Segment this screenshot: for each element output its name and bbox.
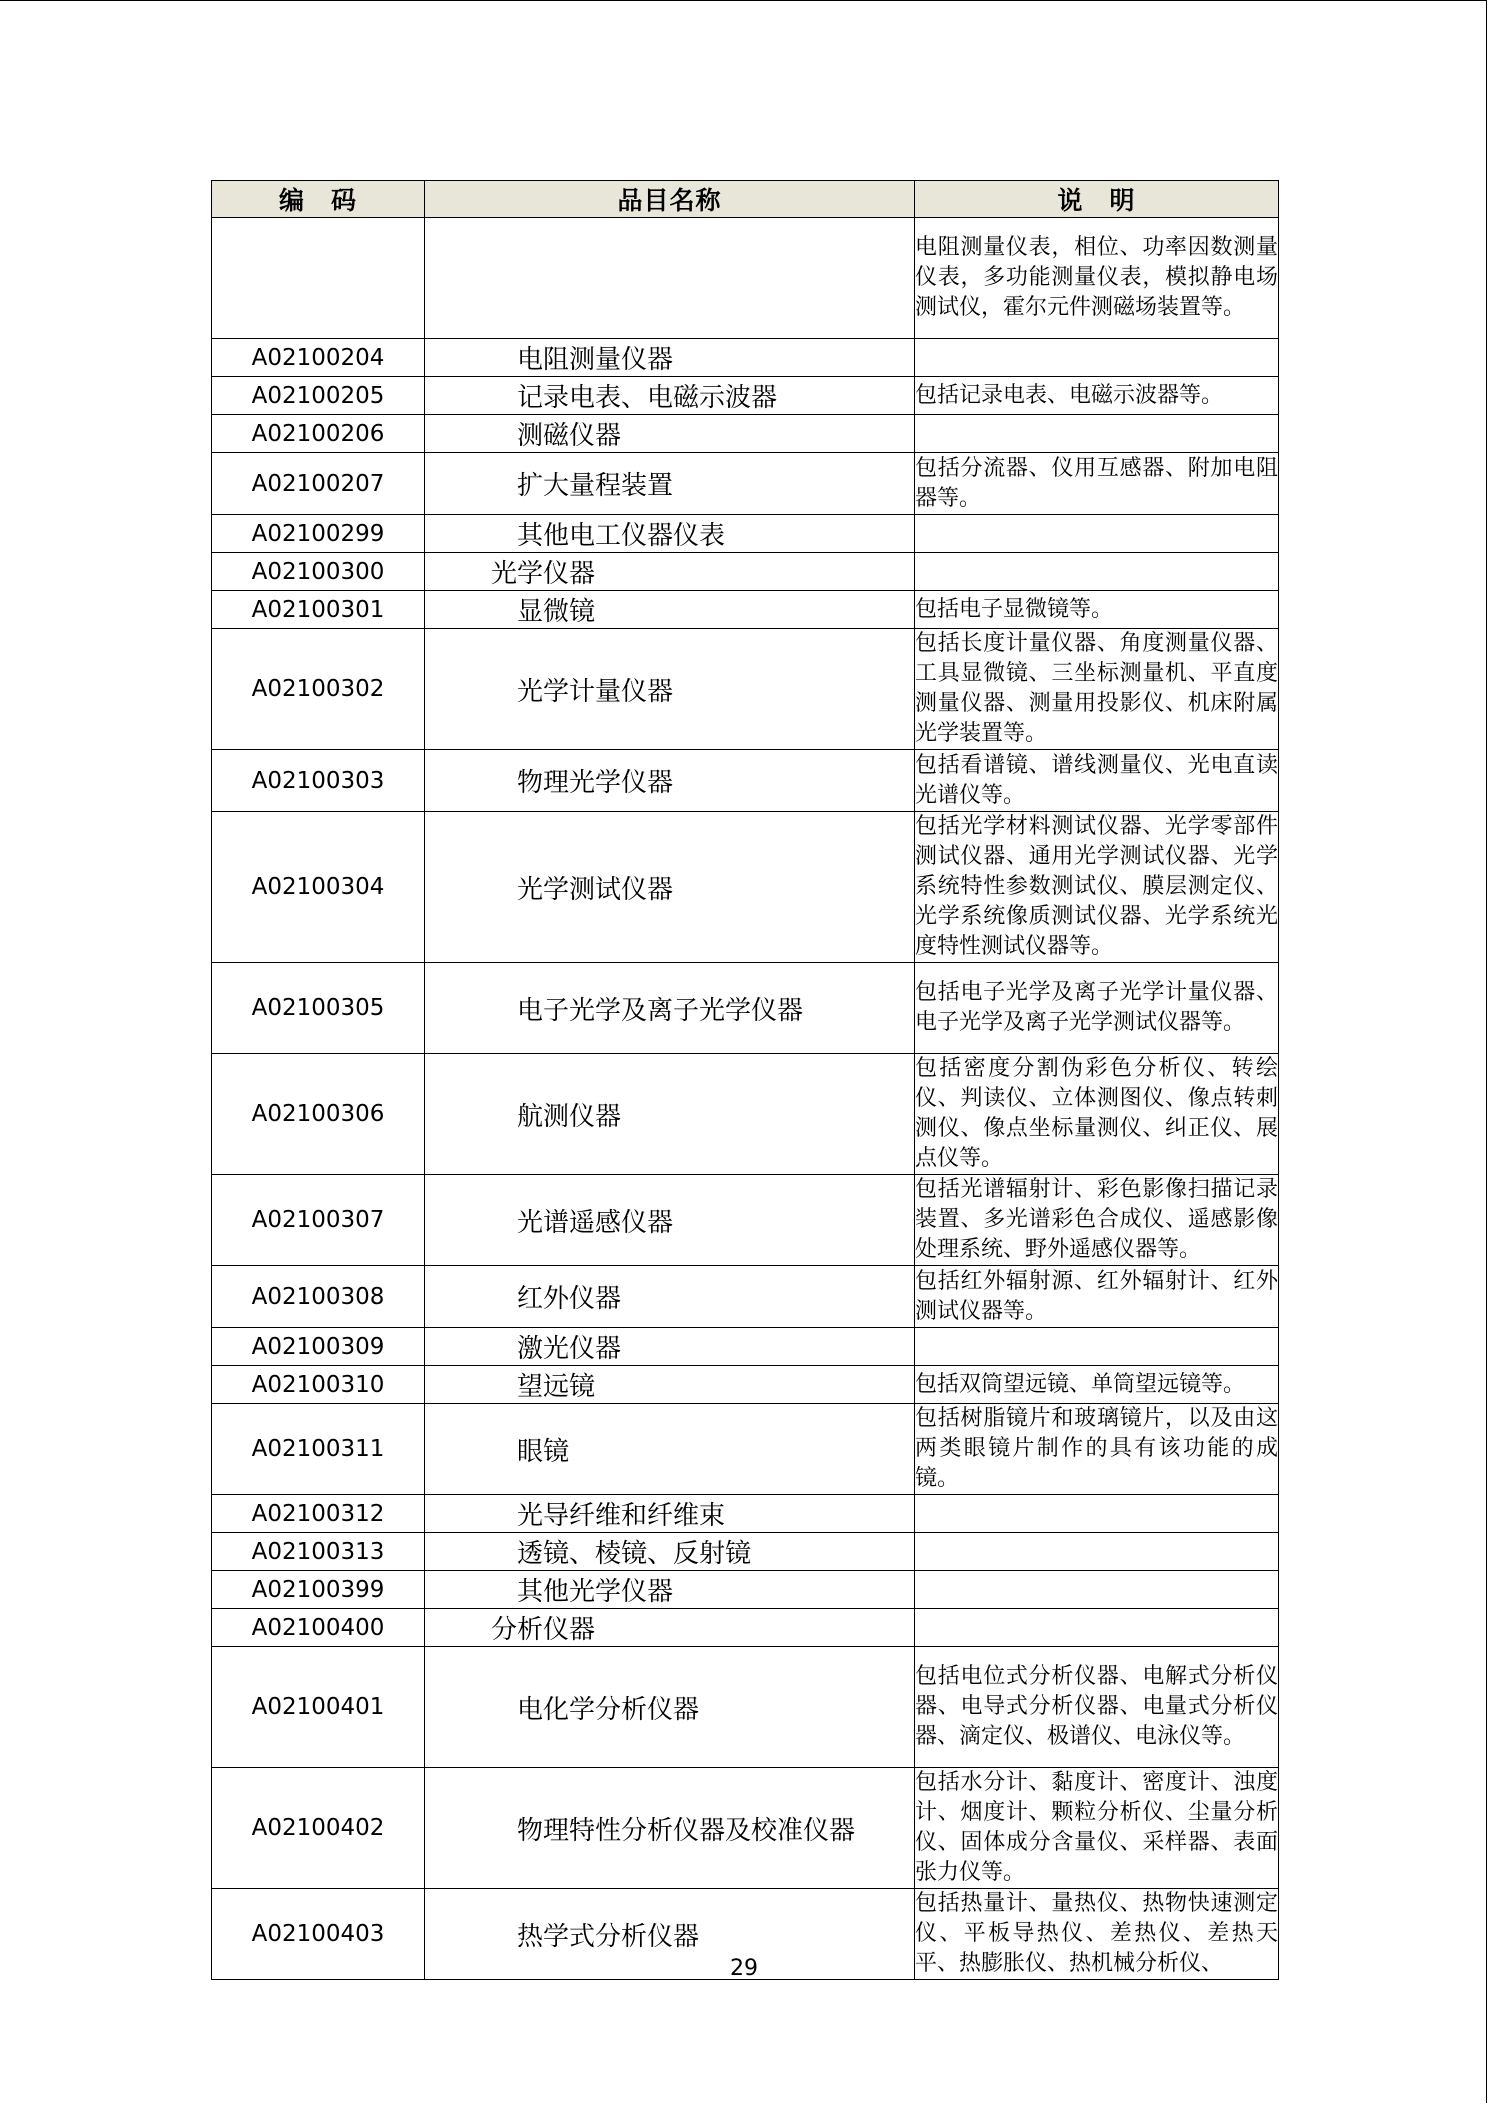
cell-code: [212, 218, 425, 339]
cell-code: A02100207: [212, 453, 425, 515]
table-row: [212, 1647, 1279, 1768]
cell-name: 红外仪器: [425, 1266, 915, 1328]
table-row: [212, 515, 1279, 553]
cell-desc: 包括水分计、黏度计、密度计、浊度计、烟度计、颗粒分析仪、尘量分析仪、固体成分含量仪、采样器、表面张力仪等。: [915, 1768, 1279, 1889]
cell-name: 航测仪器: [425, 1054, 915, 1175]
cell-name: 其他光学仪器: [425, 1571, 915, 1609]
table-row: [212, 1175, 1279, 1266]
cell-name: 光谱遥感仪器: [425, 1175, 915, 1266]
table-row: [212, 1328, 1279, 1366]
catalog-table: [211, 180, 1279, 1980]
cell-code: A02100300: [212, 553, 425, 591]
header-code: 编 码: [212, 181, 425, 218]
cell-desc: 包括电子光学及离子光学计量仪器、电子光学及离子光学测试仪器等。: [915, 963, 1279, 1054]
cell-desc: 包括红外辐射源、红外辐射计、红外测试仪器等。: [915, 1266, 1279, 1328]
cell-code: A02100313: [212, 1533, 425, 1571]
header-name: 品目名称: [425, 181, 915, 218]
cell-code: A02100399: [212, 1571, 425, 1609]
cell-name: 透镜、棱镜、反射镜: [425, 1533, 915, 1571]
cell-desc: [915, 1495, 1279, 1533]
cell-desc: 包括光谱辐射计、彩色影像扫描记录装置、多光谱彩色合成仪、遥感影像处理系统、野外遥感仪器等。: [915, 1175, 1279, 1266]
cell-desc: 包括密度分割伪彩色分析仪、转绘仪、判读仪、立体测图仪、像点转刺测仪、像点坐标量测仪、纠正仪、展点仪等。: [915, 1054, 1279, 1175]
cell-name: 显微镜: [425, 591, 915, 629]
table-row: [212, 377, 1279, 415]
table-row: [212, 591, 1279, 629]
cell-name: 其他电工仪器仪表: [425, 515, 915, 553]
cell-name: 物理特性分析仪器及校准仪器: [425, 1768, 915, 1889]
cell-code: A02100305: [212, 963, 425, 1054]
cell-code: A02100308: [212, 1266, 425, 1328]
cell-desc: 包括看谱镜、谱线测量仪、光电直读光谱仪等。: [915, 750, 1279, 812]
cell-code: A02100311: [212, 1404, 425, 1495]
cell-desc: [915, 1328, 1279, 1366]
cell-desc: [915, 1571, 1279, 1609]
table-header-row: [212, 181, 1279, 218]
table-row: [212, 1609, 1279, 1647]
cell-name: 物理光学仪器: [425, 750, 915, 812]
cell-code: A02100302: [212, 629, 425, 750]
cell-code: A02100403: [212, 1889, 425, 1980]
cell-desc: 包括长度计量仪器、角度测量仪器、工具显微镜、三坐标测量机、平直度测量仪器、测量用投影仪、机床附属光学装置等。: [915, 629, 1279, 750]
cell-code: A02100304: [212, 812, 425, 963]
cell-name: 电子光学及离子光学仪器: [425, 963, 915, 1054]
cell-desc: 包括电子显微镜等。: [915, 591, 1279, 629]
cell-desc: [915, 415, 1279, 453]
table-row: [212, 1404, 1279, 1495]
cell-code: A02100310: [212, 1366, 425, 1404]
cell-name: 激光仪器: [425, 1328, 915, 1366]
page-number: 29: [730, 1956, 758, 1981]
table-row: [212, 553, 1279, 591]
cell-desc: 包括树脂镜片和玻璃镜片，以及由这两类眼镜片制作的具有该功能的成镜。: [915, 1404, 1279, 1495]
cell-name: 分析仪器: [425, 1609, 915, 1647]
cell-name: 扩大量程装置: [425, 453, 915, 515]
cell-name: 记录电表、电磁示波器: [425, 377, 915, 415]
table-row: [212, 1495, 1279, 1533]
cell-code: A02100204: [212, 339, 425, 377]
cell-name: 测磁仪器: [425, 415, 915, 453]
table-row: [212, 415, 1279, 453]
cell-name: 眼镜: [425, 1404, 915, 1495]
cell-code: A02100301: [212, 591, 425, 629]
table-row: [212, 1571, 1279, 1609]
table-row: [212, 1266, 1279, 1328]
header-desc: 说 明: [915, 181, 1279, 218]
table-row: [212, 629, 1279, 750]
cell-code: A02100312: [212, 1495, 425, 1533]
cell-desc: 电阻测量仪表，相位、功率因数测量仪表，多功能测量仪表，模拟静电场测试仪，霍尔元件测磁场装置等。: [915, 218, 1279, 339]
table-row: [212, 812, 1279, 963]
cell-name: 热学式分析仪器: [425, 1889, 915, 1980]
cell-code: A02100400: [212, 1609, 425, 1647]
cell-name: 光学仪器: [425, 553, 915, 591]
cell-code: A02100401: [212, 1647, 425, 1768]
cell-name: 光导纤维和纤维束: [425, 1495, 915, 1533]
cell-desc: 包括电位式分析仪器、电解式分析仪器、电导式分析仪器、电量式分析仪器、滴定仪、极谱仪、电泳仪等。: [915, 1647, 1279, 1768]
cell-name: 电化学分析仪器: [425, 1647, 915, 1768]
cell-code: A02100303: [212, 750, 425, 812]
cell-code: A02100306: [212, 1054, 425, 1175]
cell-desc: [915, 515, 1279, 553]
cell-code: A02100299: [212, 515, 425, 553]
table-row: [212, 1533, 1279, 1571]
table-row: [212, 339, 1279, 377]
cell-code: A02100206: [212, 415, 425, 453]
cell-name: 电阻测量仪器: [425, 339, 915, 377]
cell-code: A02100309: [212, 1328, 425, 1366]
cell-desc: 包括光学材料测试仪器、光学零部件测试仪器、通用光学测试仪器、光学系统特性参数测试仪、膜层测定仪、光学系统像质测试仪器、光学系统光度特性测试仪器等。: [915, 812, 1279, 963]
cell-desc: 包括双筒望远镜、单筒望远镜等。: [915, 1366, 1279, 1404]
table-row: [212, 1366, 1279, 1404]
cell-name: [425, 218, 915, 339]
table-row: [212, 1054, 1279, 1175]
cell-name: 光学测试仪器: [425, 812, 915, 963]
cell-code: A02100307: [212, 1175, 425, 1266]
table-row: [212, 1768, 1279, 1889]
cell-desc: 包括记录电表、电磁示波器等。: [915, 377, 1279, 415]
cell-desc: 包括分流器、仪用互感器、附加电阻器等。: [915, 453, 1279, 515]
cell-desc: [915, 1609, 1279, 1647]
cell-desc: [915, 553, 1279, 591]
cell-desc: [915, 1533, 1279, 1571]
cell-desc: [915, 339, 1279, 377]
cell-desc: 包括热量计、量热仪、热物快速测定仪、平板导热仪、差热仪、差热天平、热膨胀仪、热机械分析仪、: [915, 1889, 1279, 1980]
table-row: [212, 218, 1279, 339]
table-row: [212, 453, 1279, 515]
cell-name: 望远镜: [425, 1366, 915, 1404]
cell-name: 光学计量仪器: [425, 629, 915, 750]
table-row: [212, 963, 1279, 1054]
table-row: [212, 750, 1279, 812]
cell-code: A02100402: [212, 1768, 425, 1889]
cell-code: A02100205: [212, 377, 425, 415]
